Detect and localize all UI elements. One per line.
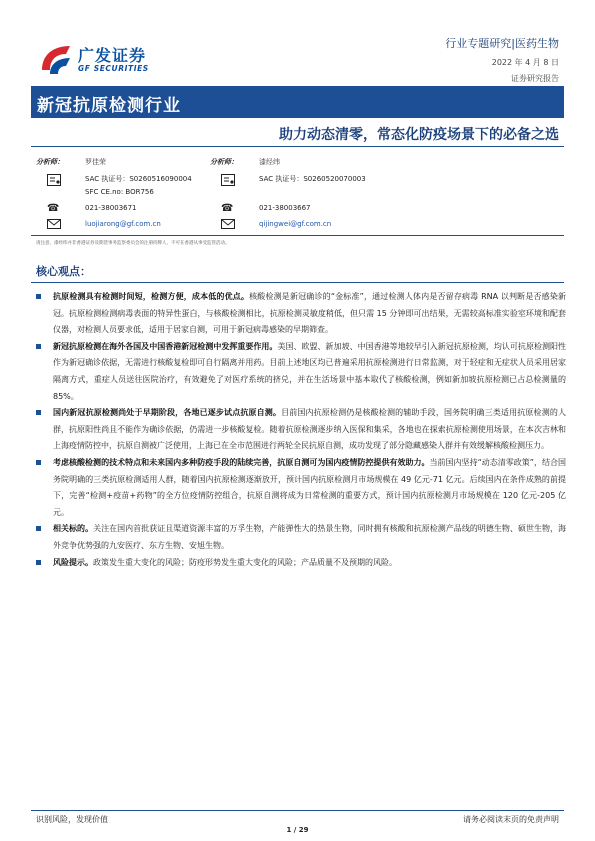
gf-logo-icon xyxy=(36,40,74,78)
bullet-body: 核酸检测是新冠确诊的“金标准”，通过检测人体内是否留存病毒 RNA 以判断是否感染新冠。抗原检测检测病毒表面的特异性蛋白，与核酸检测相比，抗原检测灵敏度稍低，但只需 15 分钟即可出结果，无需较高标准实验室环境和配套仪器，对检测人员要求低，适用于居家自测，可用于新冠病毒感染的早期筛查。 xyxy=(53,292,566,335)
footer-slogan: 识别风险，发现价值 xyxy=(36,815,108,824)
analyst-email[interactable]: qijingwei@gf.com.cn xyxy=(259,220,332,228)
analyst-phone: 021-38003667 xyxy=(259,204,311,212)
subtitle-rule xyxy=(31,146,564,147)
list-item xyxy=(36,455,566,521)
footer-disclaimer-note: 请务必阅读末页的免责声明 xyxy=(463,815,559,824)
phone-icon: ☎ xyxy=(47,203,60,214)
bullet-lead: 抗原检测具有检测时间短，检测方便，成本低的优点。 xyxy=(53,292,250,301)
page-number: 1 / 29 xyxy=(286,826,309,834)
logo-chinese-name: 广发证券 xyxy=(78,46,147,65)
certificate-icon xyxy=(221,174,235,186)
bullet-body: 目前国内抗原检测仍是核酸检测的辅助手段，国务院明确三类适用抗原检测的人群，抗原阳性尚且不能作为确诊依据，仍需进一步核酸复检。随着抗原检测逐步纳入医保和集采，各地也在探索抗原检测使用场景，在本次吉林和上海疫情防控中，抗原自测被广泛使用，上海已在全市范围进行两轮全民抗原自测，成功发现了部分隐藏感染人群并有效缓解核酸检测压力。 xyxy=(53,408,566,451)
report-title: 新冠抗原检测行业 xyxy=(37,96,181,116)
bullet-square-icon xyxy=(36,344,41,349)
analyst-label: 分析师： xyxy=(210,158,238,166)
analyst-name: 罗佳荣 xyxy=(85,158,106,166)
list-item xyxy=(36,339,566,405)
bullet-body: 美国、欧盟、新加坡、中国香港等地较早引入新冠抗原检测，均认可抗原检测阳性作为新冠确诊依据，无需进行核酸复检即可自行隔离并用药。目前上述地区均已普遍采用抗原检测进行日常监测，对于轻症和无症状人员采用居家隔离方式，重症人员送往医院治疗，有效避免了对医疗系统的挤兑，并在生活场景中基本取代了核酸检测，例如新加坡抗原检测已占总检测量的 85%。 xyxy=(53,341,567,401)
bullet-square-icon xyxy=(36,460,41,465)
list-item xyxy=(36,405,566,455)
mail-icon xyxy=(221,219,235,231)
list-item xyxy=(36,555,566,572)
analyst-rule xyxy=(31,235,564,236)
report-type: 证券研究报告 xyxy=(511,74,559,83)
bullet-lead: 考虑核酸检测的技术特点和未来国内多种防疫手段的陆续完善，抗原自测可为国内疫情防控提供有效助力。 xyxy=(53,457,430,467)
analyst-phone: 021-38003671 xyxy=(85,204,137,212)
analyst-label: 分析师： xyxy=(36,158,64,166)
phone-icon: ☎ xyxy=(221,203,234,214)
list-item xyxy=(36,521,566,554)
analyst-sac: SAC 执证号：S0260520070003 xyxy=(259,175,366,183)
title-banner xyxy=(31,86,564,118)
core-views-rule xyxy=(31,282,564,283)
list-item xyxy=(36,289,566,339)
analyst-disclaimer: 请注意，漆经纬并非香港证券及期货事务监察委员会的注册持牌人，不可在香港从事受监管活动。 xyxy=(36,241,230,246)
bullet-lead: 风险提示。 xyxy=(53,557,93,567)
certificate-icon xyxy=(47,174,61,186)
mail-icon xyxy=(47,219,61,231)
logo-english-name: GF SECURITIES xyxy=(78,64,149,73)
bullet-square-icon xyxy=(36,294,41,299)
bullet-square-icon xyxy=(36,526,41,531)
report-date: 2022 年 4 月 8 日 xyxy=(491,58,559,67)
bullet-body: 当前国内坚持“动态清零政策”，结合国务院明确的三类抗原检测适用人群，随着国内抗原检测逐渐放开，预计国内抗原检测月市场规模在 49 亿元-71 亿元。后续国内在条件成熟的前提下，完善“检测+疫苗+药物”的全方位疫情防控组合，抗原自测将成为日常检测的重要方式，预计国内抗原检测月市场规模在 120 亿元-205 亿元。 xyxy=(53,457,566,517)
report-subtitle: 助力动态清零，常态化防疫场景下的必备之选 xyxy=(279,127,559,143)
bullet-body: 政策发生重大变化的风险；防疫形势发生重大变化的风险；产品质量不及预期的风险。 xyxy=(93,557,397,567)
bullet-lead: 相关标的。 xyxy=(53,524,94,534)
core-views-list xyxy=(36,289,566,571)
bullet-square-icon xyxy=(36,560,41,565)
bullet-square-icon xyxy=(36,410,41,415)
bullet-body: 关注在国内首批获证且渠道资源丰富的万孚生物，产能弹性大的热景生物，同时拥有核酸和抗原检测产品线的明德生物、硕世生物，海外竞争优势强的九安医疗、东方生物、安旭生物。 xyxy=(53,524,567,550)
analyst-email[interactable]: luojiarong@gf.com.cn xyxy=(85,220,161,228)
analyst-sac: SAC 执证号：S0260516090004 xyxy=(85,175,192,183)
analyst-name: 漆经纬 xyxy=(259,158,280,166)
report-meta xyxy=(445,35,559,84)
footer-rule xyxy=(31,810,564,811)
company-logo xyxy=(36,40,162,80)
analyst-sfc: SFC CE.no: BOR756 xyxy=(85,188,154,196)
bullet-lead: 新冠抗原检测在海外各国及中国香港新冠检测中发挥重要作用。 xyxy=(53,341,278,351)
core-views-heading: 核心观点： xyxy=(36,265,91,278)
report-category: 行业专题研究|医药生物 xyxy=(445,37,559,50)
bullet-lead: 国内新冠抗原检测尚处于早期阶段，各地已逐步试点抗原自测。 xyxy=(53,408,282,418)
